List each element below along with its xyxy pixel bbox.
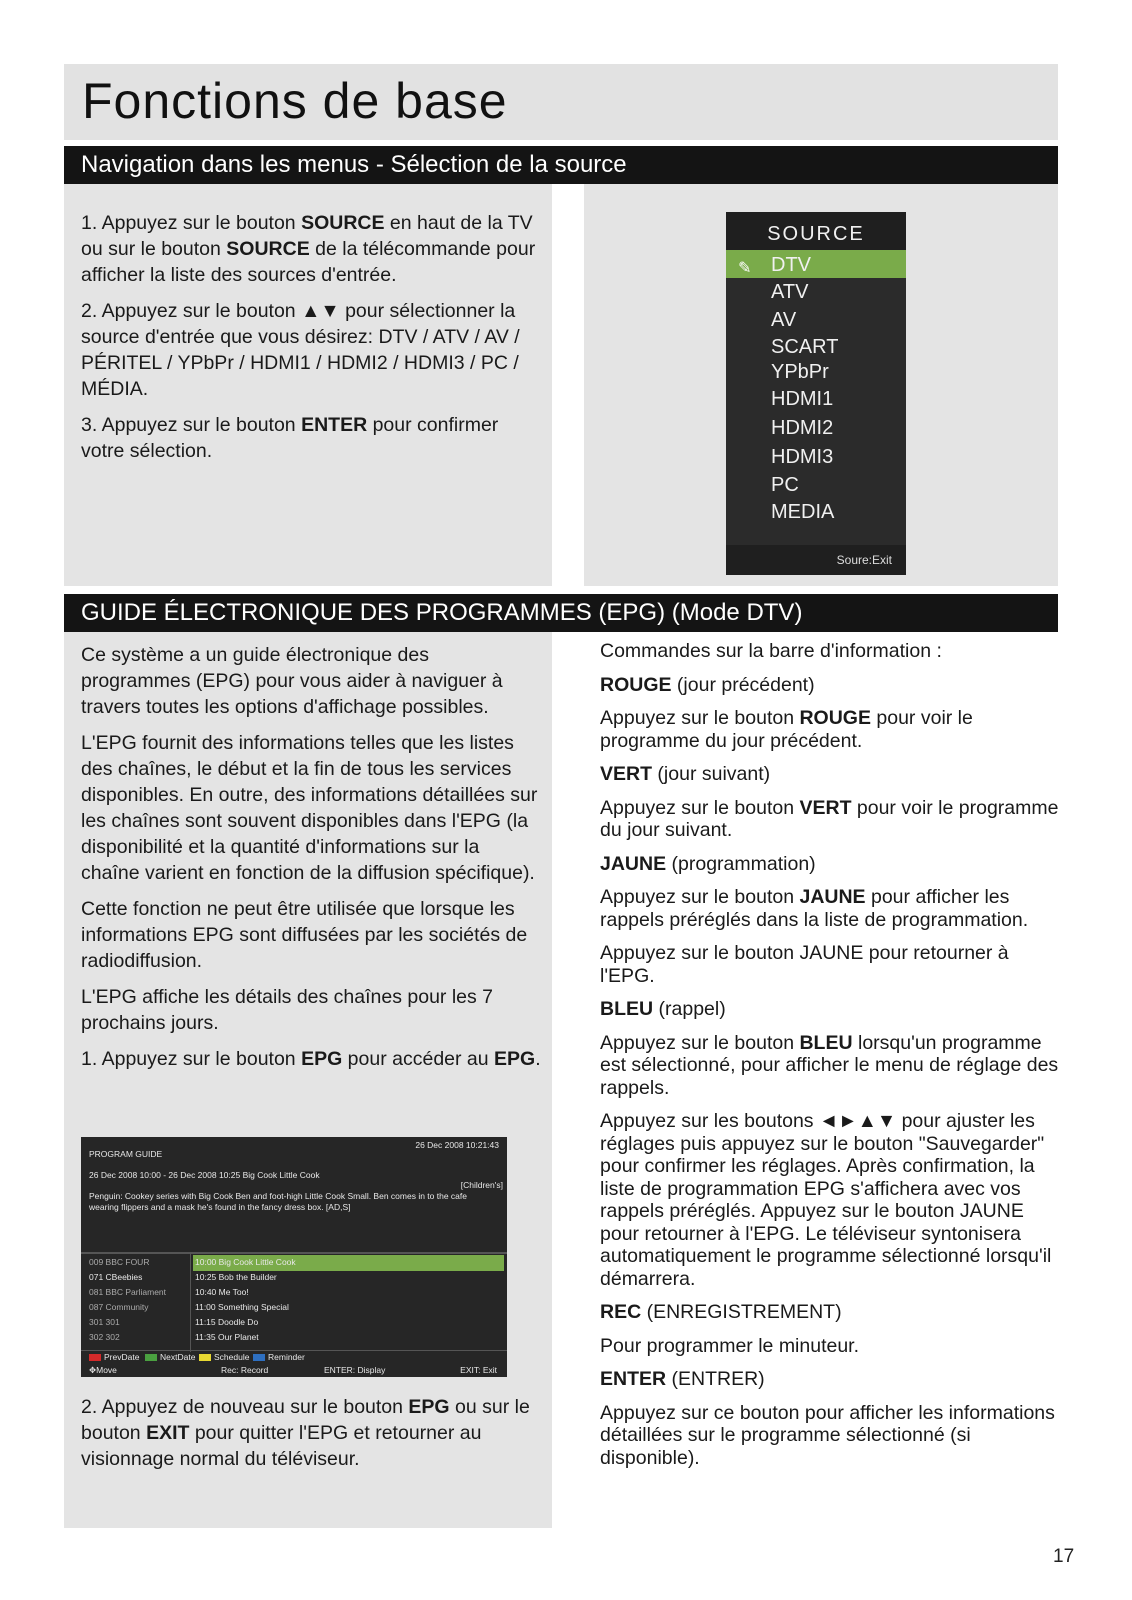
epg-para-2: L'EPG fournit des informations telles que les listes des chaînes, le début et la fin de tous les services disponibles. En outre, des informations détaillées sur les chaînes sont souvent disponibles dans l'EPG (la disponibilité et la quantité d'informations sur la chaîne varient en fonction de la diffusion spécifique).	[81, 732, 538, 884]
jaune-text-2: Appuyez sur le bouton JAUNE pour retourner à l'EPG.	[600, 942, 1009, 987]
epg-key-yellow: Schedule	[199, 1352, 249, 1362]
blue-key-icon	[253, 1354, 265, 1361]
source-item-hdmi2[interactable]: HDMI2	[771, 417, 834, 439]
epg-channel-row[interactable]: 087 Community	[89, 1302, 149, 1312]
source-steps	[81, 210, 541, 474]
source-item-av[interactable]: AV	[771, 309, 797, 331]
epg-header: PROGRAM GUIDE	[89, 1149, 163, 1159]
source-step-1: 1. Appuyez sur le bouton SOURCE en haut de la TV ou sur le bouton SOURCE de la télécommande pour afficher la liste des sources d'entrée.	[81, 212, 536, 286]
section-heading-epg: GUIDE ÉLECTRONIQUE DES PROGRAMMES (EPG) (Mode DTV)	[64, 594, 1058, 632]
epg-footer-divider	[81, 1350, 507, 1351]
epg-enter-hint: ENTER: Display	[324, 1365, 386, 1375]
page-title-bar	[64, 64, 1058, 140]
bleu-heading: BLEU (rappel)	[600, 998, 726, 1020]
epg-intro	[81, 642, 541, 1082]
adjust-text: Appuyez sur les boutons ◄►▲▼ pour ajuster les réglages puis appuyez sur le bouton "Sauvegarder" pour confirmer les réglages. Après confirmation, la liste de programmation EPG s'affichera avec vos rappels préréglés. Appuyez sur le bouton JAUNE pour retourner à l'EPG. Le téléviseur syntonisera automatiquement le programme sélectionné lorsqu'il démarrera.	[600, 1110, 1052, 1290]
source-menu-title: SOURCE	[726, 212, 906, 250]
epg-datetime: 26 Dec 2008 10:21:43	[415, 1140, 499, 1150]
epg-para-4: L'EPG affiche les détails des chaînes pour les 7 prochains jours.	[81, 986, 494, 1034]
epg-channel-row[interactable]: 081 BBC Parliament	[89, 1287, 167, 1297]
jaune-heading: JAUNE (programmation)	[600, 852, 816, 875]
epg-key-blue: Reminder	[253, 1352, 305, 1362]
cursor-icon: ✎	[738, 260, 752, 277]
source-item-hdmi3[interactable]: HDMI3	[771, 446, 834, 468]
epg-program-line: 26 Dec 2008 10:00 - 26 Dec 2008 10:25 Big Cook Little Cook	[89, 1170, 320, 1180]
jaune-text: Appuyez sur le bouton JAUNE pour afficher les rappels préréglés dans la liste de programmation.	[600, 886, 1029, 931]
epg-description-1: Penguin: Cookey series with Big Cook Ben and foot-high Little Cook Small. Ben comes in to the cafe	[89, 1191, 467, 1201]
enter-text: Appuyez sur ce bouton pour afficher les informations détaillées sur le programme sélectionné (si disponible).	[600, 1401, 1055, 1469]
epg-exit-hint: EXIT: Exit	[460, 1365, 497, 1375]
epg-channel-row[interactable]: 301 301	[89, 1317, 120, 1327]
epg-program-row[interactable]: 11:15 Doodle Do	[195, 1317, 259, 1327]
vert-heading: VERT (jour suivant)	[600, 763, 771, 785]
green-key-icon	[145, 1354, 157, 1361]
source-item-ypbpr[interactable]: YPbPr	[771, 361, 829, 383]
source-step-3: 3. Appuyez sur le bouton ENTER pour confirmer votre sélection.	[81, 414, 499, 462]
epg-step-2-text: 2. Appuyez de nouveau sur le bouton EPG ou sur le bouton EXIT pour quitter l'EPG et retourner au visionnage normal du téléviseur.	[81, 1396, 530, 1470]
section-heading-source: Navigation dans les menus - Sélection de la source	[64, 146, 1058, 184]
epg-program-row[interactable]: 11:00 Something Special	[195, 1302, 289, 1312]
program-guide-screen	[81, 1137, 507, 1377]
page-number: 17	[1053, 1546, 1075, 1567]
source-menu-footer: Soure:Exit	[726, 545, 906, 575]
epg-genre: [Children's]	[460, 1180, 503, 1190]
epg-column-divider	[190, 1254, 191, 1352]
source-item-dtv[interactable]: ✎ DTV	[726, 250, 906, 278]
epg-para-1: Ce système a un guide électronique des programmes (EPG) pour vous aider à naviguer à travers toutes les options d'affichage possibles.	[81, 644, 503, 718]
epg-channel-row[interactable]: 071 CBeebies	[89, 1272, 143, 1282]
source-item-media[interactable]: MEDIA	[771, 501, 835, 523]
rouge-text: Appuyez sur le bouton ROUGE pour voir le programme du jour précédent.	[600, 707, 973, 752]
epg-program-row[interactable]: 10:25 Bob the Builder	[195, 1272, 277, 1282]
epg-program-row[interactable]: 11:35 Our Planet	[195, 1332, 259, 1342]
red-key-icon	[89, 1354, 101, 1361]
source-item-pc[interactable]: PC	[771, 474, 799, 496]
epg-description-2: wearing flippers and a mask he's found in the fancy dress box. [AD,S]	[89, 1202, 351, 1212]
epg-rec-hint: Rec: Record	[221, 1365, 269, 1375]
epg-para-3: Cette fonction ne peut être utilisée que lorsque les informations EPG sont diffusées par les sociétés de radiodiffusion.	[81, 898, 528, 972]
epg-key-red: PrevDate	[89, 1352, 139, 1362]
rec-heading: REC (ENREGISTREMENT)	[600, 1301, 842, 1323]
epg-program-row[interactable]: 10:00 Big Cook Little Cook	[195, 1257, 296, 1267]
epg-divider	[81, 1252, 507, 1254]
enter-heading: ENTER (ENTRER)	[600, 1368, 765, 1390]
rouge-heading: ROUGE (jour précédent)	[600, 673, 815, 696]
vert-text: Appuyez sur le bouton VERT pour voir le programme du jour suivant.	[600, 796, 1059, 841]
source-step-2: 2. Appuyez sur le bouton ▲▼ pour sélectionner la source d'entrée que vous désirez: DTV / ATV / AV / PÉRITEL / YPbPr / HDMI1 / HDMI2 / HDMI3 / PC / MÉDIA.	[81, 300, 520, 400]
source-item-hdmi1[interactable]: HDMI1	[771, 388, 834, 410]
source-item-atv[interactable]: ATV	[771, 281, 809, 303]
page-title: Fonctions de base	[82, 73, 508, 129]
epg-key-green: NextDate	[145, 1352, 195, 1362]
epg-commands-intro: Commandes sur la barre d'information :	[600, 640, 942, 662]
epg-step-1: 1. Appuyez sur le bouton EPG pour accéder au EPG.	[81, 1048, 541, 1070]
epg-channel-row[interactable]: 302 302	[89, 1332, 120, 1342]
epg-move-hint: ✥Move	[89, 1365, 117, 1375]
epg-step-2	[81, 1394, 541, 1482]
rec-text: Pour programmer le minuteur.	[600, 1334, 860, 1357]
epg-channel-row[interactable]: 009 BBC FOUR	[89, 1257, 150, 1267]
source-menu	[726, 212, 906, 575]
epg-commands	[600, 640, 1062, 1480]
epg-program-row[interactable]: 10:40 Me Too!	[195, 1287, 249, 1297]
bleu-text: Appuyez sur le bouton BLEU lorsqu'un programme est sélectionné, pour afficher le menu de réglage des rappels.	[600, 1031, 1059, 1099]
move-icon: ✥	[89, 1365, 97, 1375]
yellow-key-icon	[199, 1354, 211, 1361]
source-item-scart[interactable]: SCART	[771, 336, 839, 358]
